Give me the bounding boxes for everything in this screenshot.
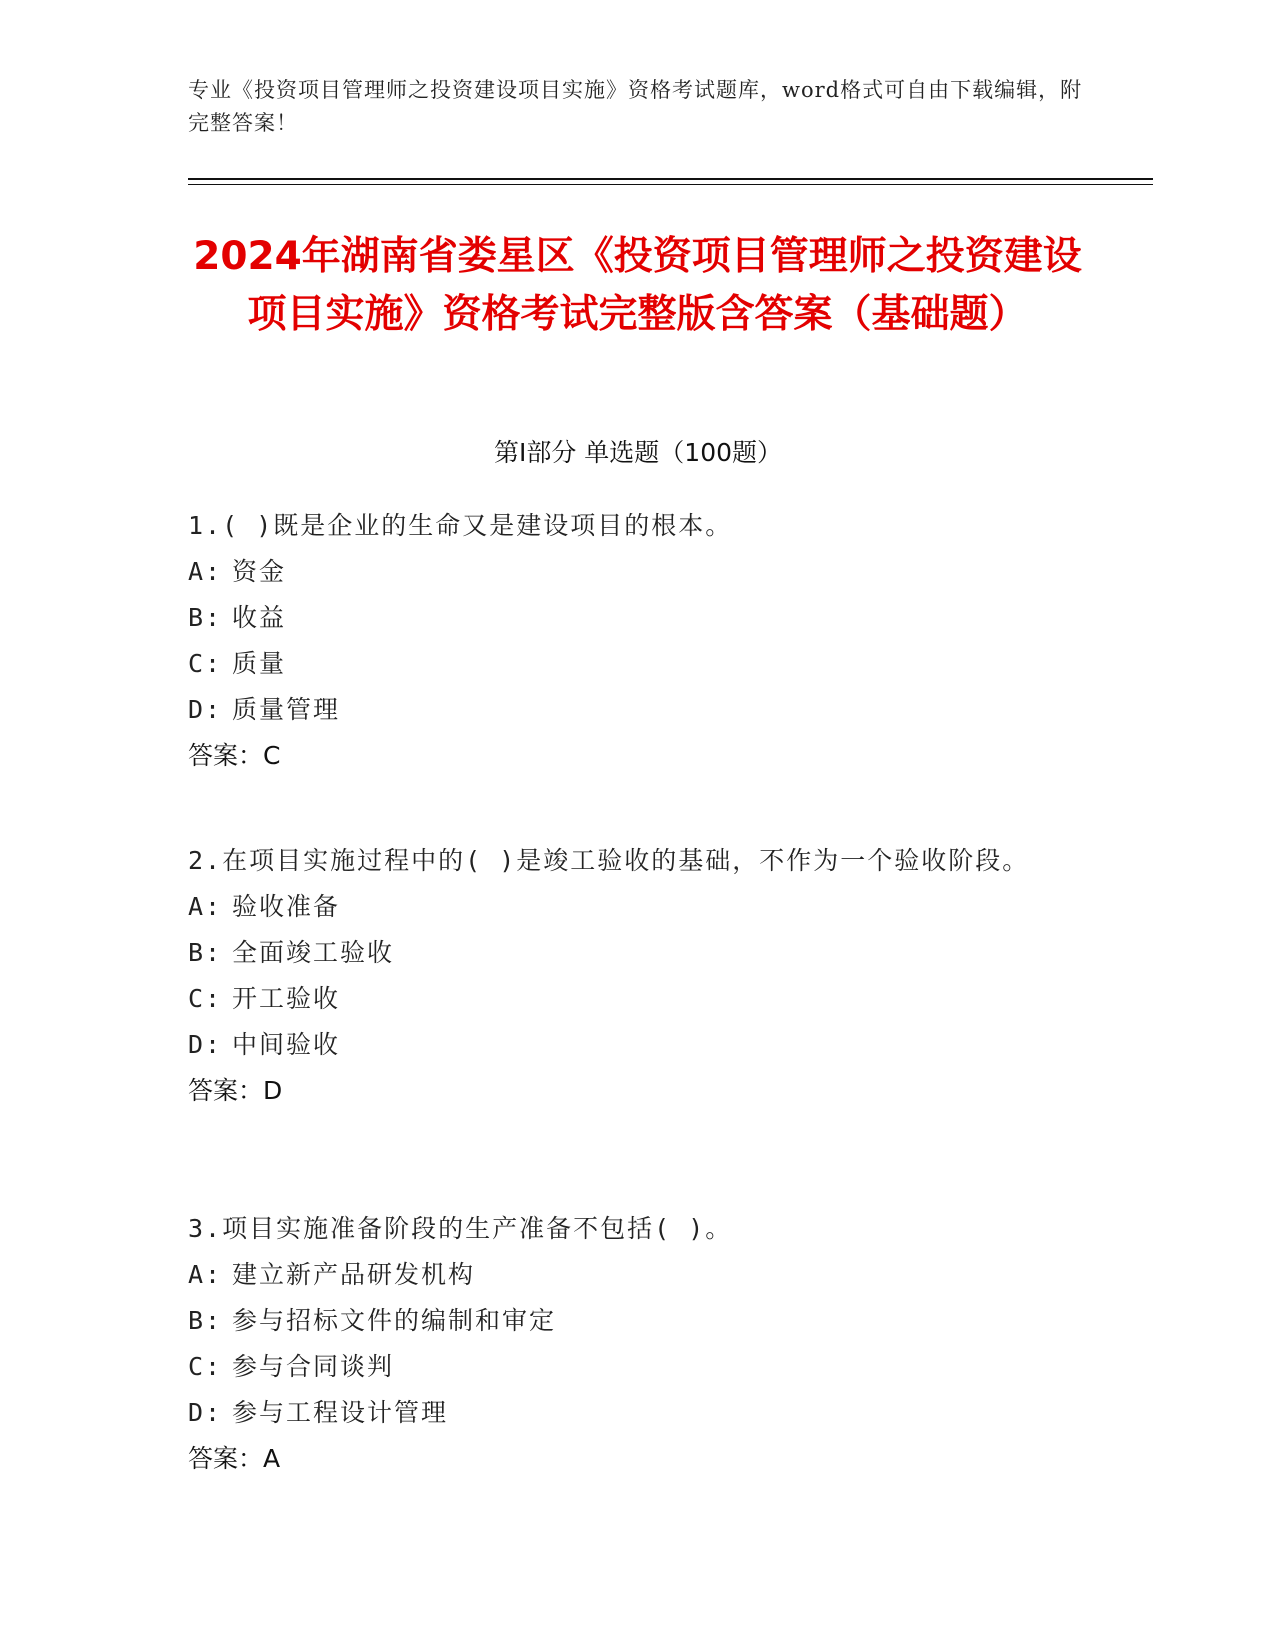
- option-letter: D:: [188, 695, 223, 724]
- option-text: 建立新产品研发机构: [232, 1260, 476, 1289]
- option-b: [188, 1298, 1088, 1344]
- option-b: [188, 930, 1088, 976]
- question-2: [188, 838, 1088, 1114]
- option-text: 中间验收: [232, 1030, 341, 1059]
- option-text: 参与招标文件的编制和审定: [232, 1306, 557, 1335]
- option-a: [188, 884, 1088, 930]
- option-letter: B:: [188, 603, 223, 632]
- answer: 答案：C: [188, 741, 281, 770]
- option-b: [188, 595, 1088, 641]
- header-note: 专业《投资项目管理师之投资建设项目实施》资格考试题库，word格式可自由下载编辑，附完整答案！: [188, 78, 1083, 135]
- option-text: 全面竣工验收: [232, 938, 395, 967]
- question-stem: 2.在项目实施过程中的( )是竣工验收的基础，不作为一个验收阶段。: [188, 846, 1030, 875]
- answer: 答案：A: [188, 1444, 281, 1473]
- option-a: [188, 1252, 1088, 1298]
- option-d: [188, 687, 1088, 733]
- option-text: 质量: [232, 649, 287, 678]
- option-c: [188, 1344, 1088, 1390]
- header-rule-thick: [188, 178, 1153, 180]
- option-c: [188, 976, 1088, 1022]
- question-1: [188, 503, 1088, 779]
- option-text: 收益: [232, 603, 287, 632]
- option-letter: B:: [188, 1306, 223, 1335]
- option-text: 资金: [232, 557, 287, 586]
- option-letter: C:: [188, 1352, 223, 1381]
- option-d: [188, 1022, 1088, 1068]
- option-text: 验收准备: [232, 892, 341, 921]
- option-a: [188, 549, 1088, 595]
- question-stem: 1.( )既是企业的生命又是建设项目的根本。: [188, 511, 733, 540]
- option-text: 质量管理: [232, 695, 341, 724]
- option-d: [188, 1390, 1088, 1436]
- option-text: 开工验收: [232, 984, 341, 1013]
- option-letter: A:: [188, 1260, 223, 1289]
- option-letter: D:: [188, 1030, 223, 1059]
- answer: 答案：D: [188, 1076, 283, 1105]
- option-letter: C:: [188, 649, 223, 678]
- question-3: [188, 1206, 1088, 1482]
- option-letter: A:: [188, 557, 223, 586]
- header-rule-thin: [188, 184, 1153, 185]
- document-title: 2024年湖南省娄星区《投资项目管理师之投资建设项目实施》资格考试完整版含答案（基础题）: [193, 234, 1082, 337]
- option-letter: C:: [188, 984, 223, 1013]
- option-letter: D:: [188, 1398, 223, 1427]
- section-title: 第I部分 单选题（100题）: [493, 438, 783, 467]
- option-text: 参与工程设计管理: [232, 1398, 449, 1427]
- option-letter: A:: [188, 892, 223, 921]
- question-stem: 3.项目实施准备阶段的生产准备不包括( )。: [188, 1214, 733, 1243]
- option-c: [188, 641, 1088, 687]
- option-text: 参与合同谈判: [232, 1352, 395, 1381]
- option-letter: B:: [188, 938, 223, 967]
